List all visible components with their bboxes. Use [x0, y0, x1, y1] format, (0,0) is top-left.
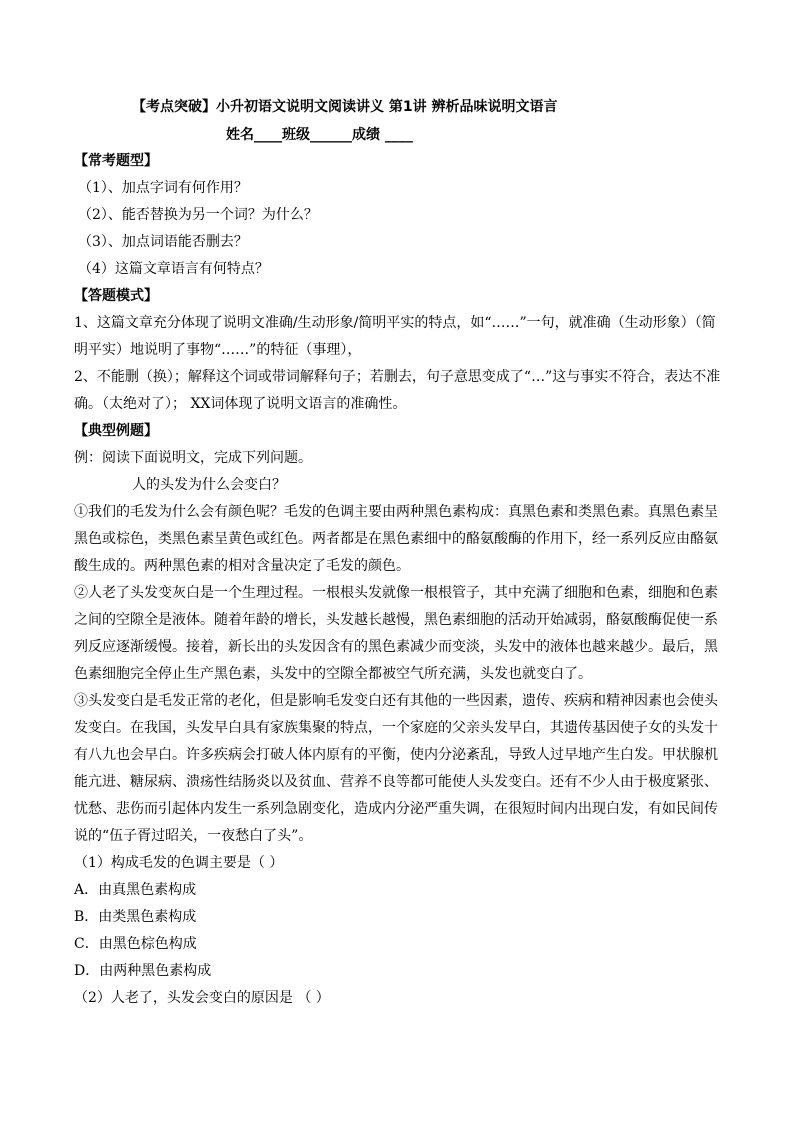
answer-option: B．由类黑色素构成 [74, 909, 197, 925]
article-paragraph: ②人老了头发变灰白是一个生理过程。一根根头发就像一根根管子，其中充满了细胞和色素，细胞和色素之间的空隙全是液体。随着年龄的增长，头发越长越慢，黑色素细胞的活动开始减弱，酪氨酸酶促使一系列反应逐渐缓慢。接着，新长出的头发因含有的黑色素减少而变淡，头发中的液体也越来越少。最后，黑色素细胞完全停止生产黑色素，头发中的空隙全都被空气所充满，头发也就变白了。 [74, 585, 718, 682]
example-intro: 例：阅读下面说明文，完成下列问题。 [74, 450, 312, 466]
section-heading-common-types: 【常考题型】 [74, 153, 158, 169]
article-paragraph: ③头发变白是毛发正常的老化，但是影响毛发变白还有其他的一些因素，遗传、疾病和精神因素也会使头发变白。在我国，头发早白具有家族集聚的特点，一个家庭的父亲头发早白，其遗传基因使子女的头发十有八九也会早白。许多疾病会打破人体内原有的平衡，使内分泌紊乱，导致人过早地产生白发。甲状腺机能亢进、糖尿病、溃疡性结肠炎以及贫血、营养不良等都可能使人头发变白。还有不少人由于极度紧张、忧愁、悲伤而引起体内发生一系列急剧变化，造成内分泌严重失调，在很短时间内出现白发，有如民间传说的“伍子胥过昭关，一夜愁白了头”。 [74, 693, 718, 844]
student-info-line: 姓名____班级______成绩 ____ [226, 127, 413, 143]
answer-mode-paragraph: 2、不能删（换）；解释这个词或带词解释句子；若删去，句子意思变成了“…”这与事实不符合，表达不准确。（太绝对了）； XX词体现了说明文语言的准确性。 [74, 369, 721, 412]
article-paragraph: ①我们的毛发为什么会有颜色呢？毛发的色调主要由两种黑色素构成：真黑色素和类黑色素。真黑色素呈黑色或棕色，类黑色素呈黄色或红色。两者都是在黑色素细中的酪氨酸酶的作用下，经一系列反应由酪氨酸生成的。两种黑色素的相对含量决定了毛发的颜色。 [74, 504, 718, 574]
answer-option: A．由真黑色素构成 [74, 882, 197, 898]
section-heading-example: 【典型例题】 [74, 423, 158, 439]
section-heading-answer-mode: 【答题模式】 [74, 288, 158, 304]
article-title: 人的头发为什么会变白？ [132, 477, 286, 493]
answer-option: C．由黑色棕色构成 [74, 936, 197, 952]
common-type-item: （2）、能否替换为另一个词？为什么？ [78, 207, 318, 223]
answer-mode-paragraph: 1、这篇文章充分体现了说明文准确/生动形象/简明平实的特点，如“……”一句，就准确（生动形象）（简明平实）地说明了事物“……”的特征（事理）， [74, 315, 716, 358]
document-body [74, 148, 726, 1012]
common-type-item: （3）、加点词语能否删去？ [78, 234, 248, 250]
common-type-item: （1）、加点字词有何作用？ [78, 180, 248, 196]
answer-option: D．由两种黑色素构成 [74, 963, 212, 979]
question-2: （2）人老了，头发会变白的原因是 （ ） [74, 990, 330, 1006]
common-type-item: （4）这篇文章语言有何特点？ [78, 261, 269, 277]
page-title: 【考点突破】小升初语文说明文阅读讲义 第1讲 辨析品味说明文语言 [132, 99, 558, 115]
question-1: （1）构成毛发的色调主要是（ ） [74, 855, 284, 871]
